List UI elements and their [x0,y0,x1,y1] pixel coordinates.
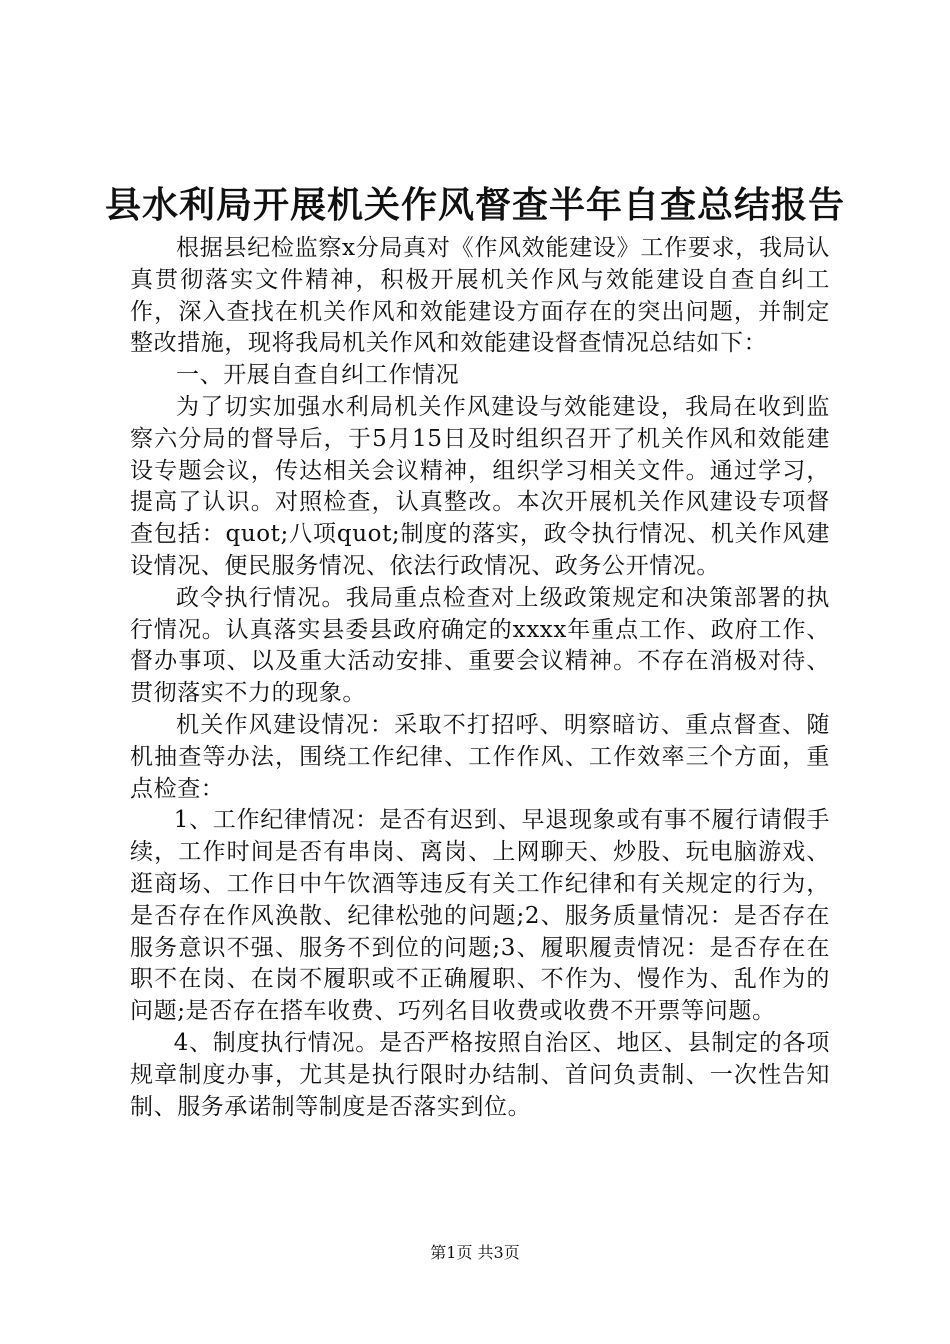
paragraph-system-execution: 4、制度执行情况。是否严格按照自治区、地区、县制定的各项规章制度办事，尤其是执行限时办结制、首问负责制、一次性告知制、服务承诺制等制度是否落实到位。 [130,1029,830,1120]
document-title: 县水利局开展机关作风督查半年自查总结报告 [104,184,845,226]
page-number: 第1页 共3页 [430,1243,520,1262]
document-body [130,233,830,1123]
paragraph-policy-execution: 政令执行情况。我局重点检查对上级政策规定和决策部署的执行情况。认真落实县委县政府确定的xxxx年重点工作、政府工作、督办事项、以及重大活动安排、重要会议精神。不存在消极对待、贯彻落实不力的现象。 [130,584,830,707]
paragraph-work-discipline: 1、工作纪律情况：是否有迟到、早退现象或有事不履行请假手续，工作时间是否有串岗、离岗、上网聊天、炒股、玩电脑游戏、逛商场、工作日中午饮酒等违反有关工作纪律和有关规定的行为，是否存在作风涣散、纪律松弛的问题;2、服务质量情况：是否存在服务意识不强、服务不到位的问题;3、履职履责情况：是否存在在职不在岗、在岗不履职或不正确履职、不作为、慢作为、乱作为的问题;是否存在搭车收费、巧列名目收费或收费不开票等问题。 [130,807,830,1025]
paragraph-work-overview: 为了切实加强水利局机关作风建设与效能建设，我局在收到监察六分局的督导后，于5月15日及时组织召开了机关作风和效能建设专题会议，传达相关会议精神，组织学习相关文件。通过学习，提高了认识。对照检查，认真整改。本次开展机关作风建设专项督查包括：quot;八项quot;制度的落实，政令执行情况、机关作风建设情况、便民服务情况、依法行政情况、政务公开情况。 [130,393,830,579]
paragraph-intro: 根据县纪检监察x分局真对《作风效能建设》工作要求，我局认真贯彻落实文件精神，积极开展机关作风与效能建设自查自纠工作，深入查找在机关作风和效能建设方面存在的突出问题，并制定整改措施，现将我局机关作风和效能建设督查情况总结如下： [130,235,830,357]
section-heading-self-inspection: 一、开展自查自纠工作情况 [176,362,460,389]
paragraph-style-building: 机关作风建设情况：采取不打招呼、明察暗访、重点督查、随机抽查等办法，围绕工作纪律、工作作风、工作效率三个方面，重点检查： [130,711,830,802]
